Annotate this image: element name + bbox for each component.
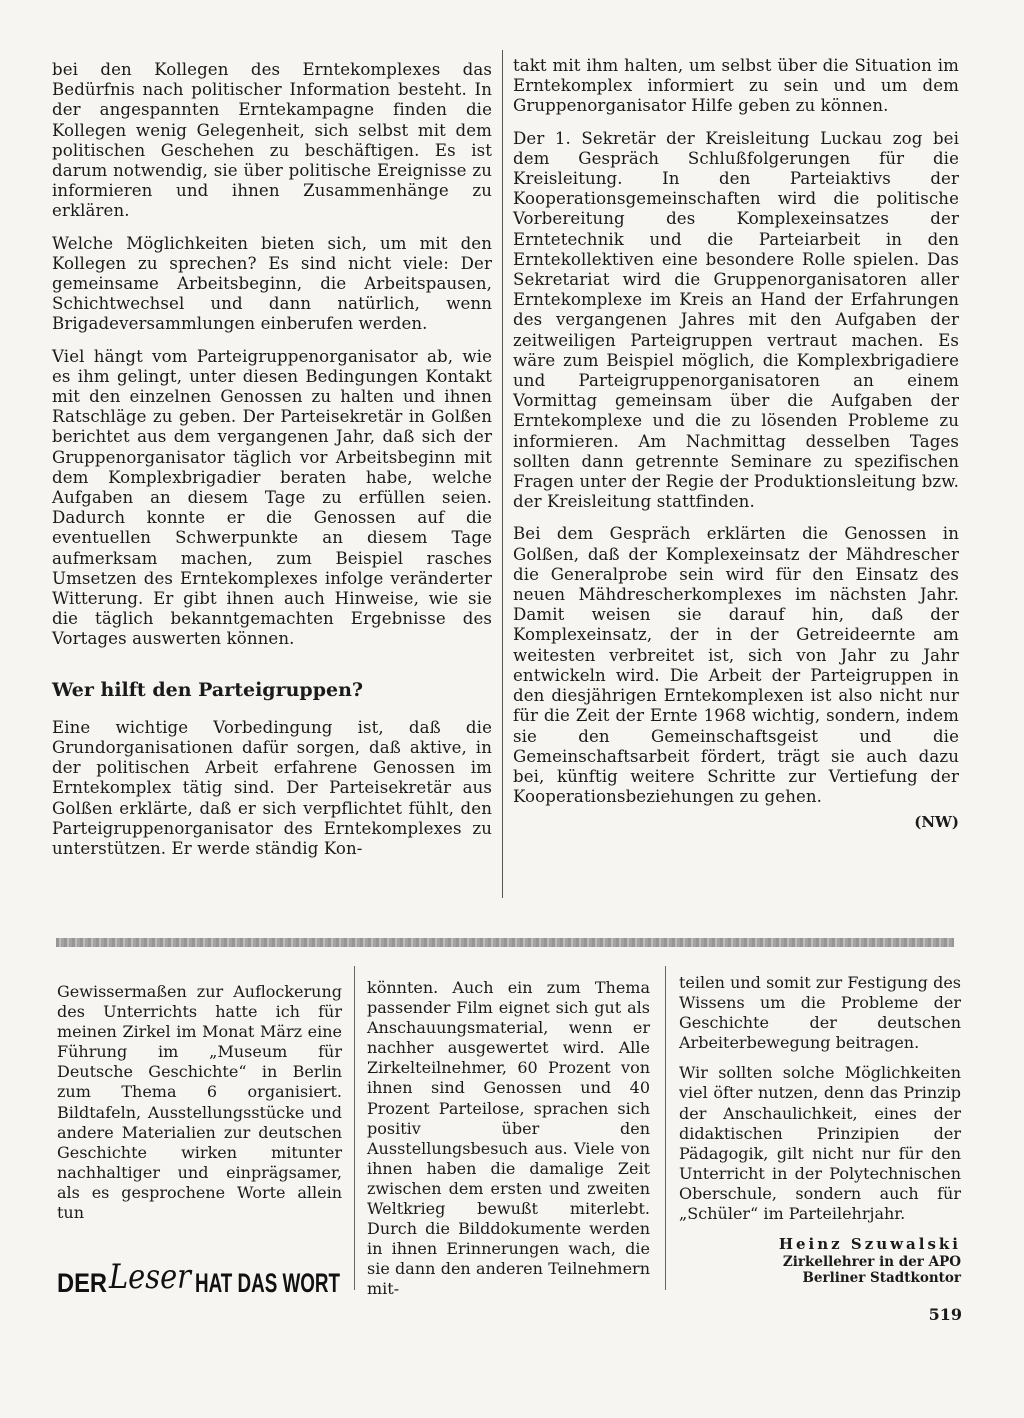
section-separator [56,938,954,947]
section-heading: Wer hilft den Parteigruppen? [52,678,364,701]
paragraph: Eine wichtige Vorbedingung ist, daß die Grundorganisationen dafür sorgen, daß aktive, in der politischen Arbeit erfahrene Genossen im Erntekomplex tätig sind. Der Parteisekretär aus Golßen erklärte, daß er sich verpflichtet fühlt, den Parteigruppenorganisator des Erntekomplexes zu unterstützen. Er werde ständig Kon- [52,717,492,858]
paragraph: Viel hängt vom Parteigruppenorganisator ab, wie es ihm gelingt, unter diesen Bedingungen Kontakt mit den einzelnen Genossen zu halten und ihnen Ratschläge zu geben. Der Parteisekretär in Golßen berichtet aus dem vergangenen Jahr, daß sich der Gruppenorganisator täglich vor Arbeitsbeginn mit dem Komplexbrigadier beraten habe, welche Aufgaben an diesem Tage zu erfüllen seien. Dadurch konnte er die Genossen auf die eventuellen Schwerpunkte an diesem Tage aufmerksam machen, zum Beispiel rasches Umsetzen des Erntekomplexes infolge veränderter Witterung. Er gibt ihnen auch Hinweise, wie sie die täglich bekanntgemachten Ergebnisse des Vortages auswerten können. [52,346,492,649]
author-name: Heinz Szuwalski [778,1235,961,1254]
author-role: Zirkellehrer in der APO [782,1254,961,1271]
column-divider [354,966,355,1290]
der-leser-hat-das-wort-logo [57,1254,342,1300]
paragraph: Welche Möglichkeiten bieten sich, um mit den Kollegen zu sprechen? Es sind nicht viele: Der gemeinsame Arbeitsbeginn, die Arbeitspausen, Schichtwechsel und dann natürlich, wenn Brigadeversammlungen einberufen werden. [52,233,492,334]
column-divider [665,966,666,1290]
paragraph: könnten. Auch ein zum Thema passender Film eignet sich gut als Anschauungsmaterial, wenn er nachher ausgewertet wird. Alle Zirkelteilnehmer, 60 Prozent von ihnen sind Genossen und 40 Prozent Parteilose, sprachen sich positiv über den Ausstellungsbesuch aus. Viele von ihnen haben die damalige Zeit zwischen dem ersten und zweiten Weltkrieg bewußt miterlebt. Durch die Bilddokumente werden in ihnen Erinnerungen wach, die sie dann den anderen Teilnehmern mit- [367,978,650,1299]
paragraph: Gewissermaßen zur Auflockerung des Unterrichts hatte ich für meinen Zirkel im Monat März eine Führung im „Museum für Deutsche Geschichte“ in Berlin zum Thema 6 organisiert. Bildtafeln, Ausstellungsstücke und andere Materialien zur deutschen Geschichte wirken mitunter nachhaltiger und einprägsamer, als es gesprochene Worte allein tun [57,982,342,1223]
article-column-left [52,60,492,871]
article-column-right [513,56,959,831]
logo-words-hat-das-wort: HAT DAS WORT [195,1268,341,1298]
paragraph: takt mit ihm halten, um selbst über die Situation im Erntekomplex informiert zu sein und um dem Gruppenorganisator Hilfe geben zu können. [513,56,959,116]
column-divider [502,50,503,898]
paragraph: Wir sollten solche Möglichkeiten viel öfter nutzen, denn das Prinzip der Anschaulichkeit, eines der didaktischen Prinzipien der Pädagogik, gilt nicht nur für den Unterricht in der Polytechnischen Oberschule, sondern auch für „Schüler“ im Parteilehrjahr. [679,1063,961,1224]
paragraph: Bei dem Gespräch erklärten die Genossen in Golßen, daß der Komplexeinsatz der Mähdrescher die Generalprobe sein wird für den Einsatz des neuen Mähdrescherkomplexes im nächsten Jahr. Damit weisen sie darauf hin, daß der Komplexeinsatz, der in der Getreideernte am weitesten verbreitet ist, sich von Jahr zu Jahr entwickeln wird. Die Arbeit der Parteigruppen in den diesjährigen Erntekomplexen ist also nicht nur für die Zeit der Ernte 1968 wichtig, sondern, indem sie den Gemeinschaftsgeist und die Gemeinschaftsarbeit fördert, trägt sie auch dazu bei, künftig weitere Schritte zur Vertiefung der Kooperationsbeziehungen zu gehen. [513,524,959,807]
page-number: 519 [928,1305,962,1324]
paragraph: bei den Kollegen des Erntekomplexes das Bedürfnis nach politischer Information besteht. In der angespannten Erntekampagne finden die Kollegen wenig Gelegenheit, sich selbst mit dem politischen Geschehen zu beschäftigen. Es ist darum notwendig, sie über politische Ereignisse zu informieren und ihnen Zusammenhänge zu erklären. [52,60,492,221]
author-organization: Berliner Stadtkontor [802,1270,961,1287]
letter-column-1 [57,982,342,1233]
logo-word-leser: Leser [108,1257,193,1297]
paragraph: teilen und somit zur Festigung des Wissens um die Probleme der Geschichte der deutschen Arbeiterbewegung beitragen. [679,973,961,1053]
article-signature: (NW) [914,813,959,832]
letter-column-3 [679,973,961,1286]
paragraph: Der 1. Sekretär der Kreisleitung Luckau zog bei dem Gespräch Schlußfolgerungen für die Kreisleitung. In den Parteiaktivs der Kooperationsgemeinschaften wird die politische Vorbereitung des Komplexeinsatzes der Erntetechnik und die Parteiarbeit in den Erntekollektiven eine besondere Rolle spielen. Das Sekretariat wird die Gruppenorganisatoren aller Erntekomplexe im Kreis an Hand der Erfahrungen des vergangenen Jahres mit den Aufgaben der zeitweiligen Parteigruppen vertraut machen. Es wäre zum Beispiel möglich, die Komplexbrigadiere und Parteigruppenorganisatoren an einem Vormittag gemeinsam über die Aufgaben der Erntekomplexe und die zu lösenden Probleme zu informieren. Am Nachmittag desselben Tages sollten dann getrennte Seminare zu spezifischen Fragen unter der Regie der Produktionsleitung bzw. der Kreisleitung stattfinden. [513,128,959,512]
letter-column-2 [367,978,650,1310]
logo-word-der: DER [57,1268,107,1298]
